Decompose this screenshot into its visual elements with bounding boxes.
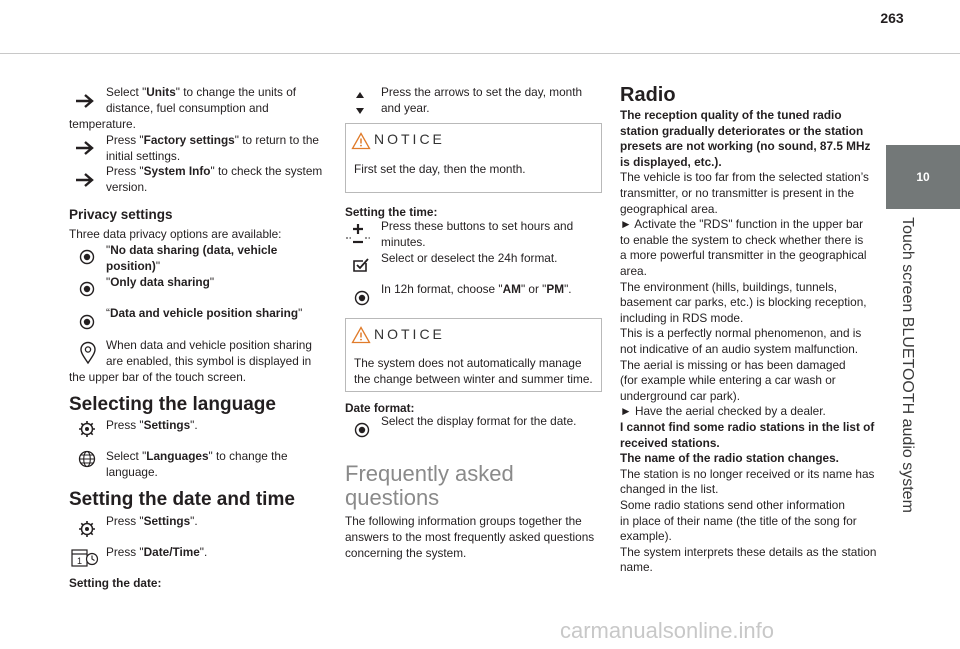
opt1-line-2: position)"	[106, 259, 161, 273]
time-line-2: minutes.	[381, 235, 426, 249]
privacy-heading: Privacy settings	[69, 207, 173, 222]
radio-target-icon	[354, 422, 370, 438]
radio-text-line: transmitter, or no transmitter is present in the	[620, 186, 855, 200]
svg-text:1: 1	[77, 556, 83, 566]
notice-box-1	[345, 123, 602, 193]
radio-text-line: in place of their name (the title of the song for	[620, 513, 857, 528]
radio-target-icon	[354, 290, 370, 306]
radio-target-icon	[79, 281, 95, 297]
warning-icon	[351, 132, 371, 150]
radio-text-line: (for example while entering a car wash or	[620, 373, 836, 388]
arrows-line-2: and year.	[381, 101, 430, 115]
chapter-tab: 10	[886, 145, 960, 209]
globe-icon	[78, 450, 96, 468]
warning-icon	[351, 326, 371, 344]
radio-heading: Radio	[620, 84, 676, 106]
up-down-arrows-icon	[354, 90, 366, 116]
chapter-title	[896, 215, 916, 515]
time-line-1: Press these buttons to set hours and	[381, 219, 574, 233]
radio-text-line: I cannot find some radio stations in the list of	[620, 420, 875, 434]
radio-target-icon	[79, 314, 95, 330]
calendar-clock-icon	[71, 548, 99, 568]
date-press-2: Press "Date/Time".	[106, 545, 208, 559]
radio-text-line: This is a perfectly normal phenomenon, and is	[620, 326, 862, 341]
faq-heading-1: Frequently asked	[345, 461, 514, 486]
radio-text-line: underground car park).	[620, 388, 741, 403]
radio-text-line: including in RDS mode.	[620, 310, 744, 325]
units-line-1: Select "Units" to change the units of	[106, 85, 297, 99]
faq-line-1: The following information groups together the	[345, 514, 582, 528]
notice-label: NOTICE	[374, 326, 445, 342]
radio-text-line: The aerial is missing or has been damaged	[620, 357, 846, 372]
radio-text-line: is displayed, etc.).	[620, 154, 722, 169]
page-number: 263	[880, 10, 904, 26]
setting-date-label: Setting the date:	[69, 576, 162, 590]
radio-text-line: The system interprets these details as the station	[620, 544, 877, 559]
setting-time-label: Setting the time:	[345, 205, 438, 219]
radio-text-line: The vehicle is too far from the selected station’s	[620, 170, 869, 185]
radio-text-line: ► Activate the "RDS" function in the upper bar	[620, 217, 864, 232]
lang-select-2: language.	[106, 465, 158, 479]
privacy-intro: Three data privacy options are available:	[69, 227, 282, 241]
lang-select-1: Select "Languages" to change the	[106, 449, 288, 463]
format24-text: Select or deselect the 24h format.	[381, 251, 558, 265]
radio-text-line: basement car parks, etc.) is blocking reception,	[620, 295, 867, 310]
arrows-line-1: Press the arrows to set the day, month	[381, 85, 583, 99]
gear-icon	[78, 520, 96, 538]
radio-text-line: area.	[620, 264, 647, 278]
radio-text-line: not indicative of an audio system malfunction.	[620, 342, 859, 356]
radio-target-icon	[79, 249, 95, 265]
radio-text-line: ► Have the aerial checked by a dealer.	[620, 404, 826, 419]
date-format-text: Select the display format for the date.	[381, 414, 577, 428]
symbol-line-2: are enabled, this symbol is displayed in	[106, 354, 312, 368]
radio-text-line: The environment (hills, buildings, tunnels,	[620, 279, 838, 294]
radio-text-line: Some radio stations send other information	[620, 498, 845, 512]
notice-2-line-2: the change between winter and summer time.	[354, 372, 593, 386]
date-press-1: Press "Settings".	[106, 514, 198, 528]
radio-text-line: The station is no longer received or its name has	[620, 466, 875, 481]
notice-box-2	[345, 318, 602, 392]
date-format-label: Date format:	[345, 401, 415, 415]
symbol-line-1: When data and vehicle position sharing	[106, 338, 312, 352]
radio-text-line: changed in the list.	[620, 482, 719, 497]
gear-icon	[78, 420, 96, 438]
watermark: carmanualsonline.info	[560, 618, 775, 643]
language-heading: Selecting the language	[69, 394, 276, 415]
notice-1-text: First set the day, then the month.	[354, 162, 526, 176]
opt1-line-1: "No data sharing (data, vehicle	[106, 243, 278, 257]
lang-press: Press "Settings".	[106, 418, 198, 432]
faq-line-3: concerning the system.	[345, 546, 467, 560]
opt3-line: “Data and vehicle position sharing"	[106, 306, 303, 320]
faq-line-2: answers to the most frequently asked questions	[345, 530, 595, 544]
notice-2-line-1: The system does not automatically manage	[354, 356, 582, 370]
radio-text-line: example).	[620, 529, 672, 544]
date-heading: Setting the date and time	[69, 489, 295, 510]
location-pin-icon	[79, 341, 97, 365]
sysinfo-line-1: Press "System Info" to check the system	[106, 164, 323, 178]
radio-text-line: geographical area.	[620, 201, 718, 216]
opt2-line: "Only data sharing"	[106, 275, 215, 289]
ampm-text: In 12h format, choose "AM" or "PM".	[381, 282, 572, 296]
radio-text-line: The reception quality of the tuned radio	[620, 108, 842, 122]
notice-label: NOTICE	[374, 131, 445, 147]
radio-text-line: to enable the system to check whether there is	[620, 232, 864, 247]
checkbox-icon	[352, 257, 370, 273]
radio-text-line: The name of the radio station changes.	[620, 451, 839, 466]
units-line-3: temperature.	[69, 117, 136, 131]
units-line-2: distance, fuel consumption and	[106, 101, 269, 115]
radio-text-line: a more powerful transmitter in the geographical	[620, 248, 867, 263]
radio-text-line: name.	[620, 560, 653, 575]
plus-minus-icon	[346, 222, 370, 246]
factory-line-1: Press "Factory settings" to return to the	[106, 133, 319, 147]
arrow-right-icon	[75, 140, 95, 156]
arrow-right-icon	[75, 93, 95, 109]
symbol-line-3: the upper bar of the touch screen.	[69, 370, 247, 384]
radio-text-line: received stations.	[620, 435, 720, 450]
radio-text-line: presets are not working (no sound, 87.5 MHz	[620, 139, 871, 154]
arrow-right-icon	[75, 172, 95, 188]
faq-heading-2: questions	[345, 485, 440, 510]
factory-line-2: initial settings.	[106, 149, 181, 163]
sysinfo-line-2: version.	[106, 180, 148, 194]
top-rule	[0, 53, 960, 54]
chapter-title-text: Touch screen BLUETOOTH audio system	[899, 217, 916, 513]
radio-text-line: station gradually deteriorates or the station	[620, 123, 864, 138]
